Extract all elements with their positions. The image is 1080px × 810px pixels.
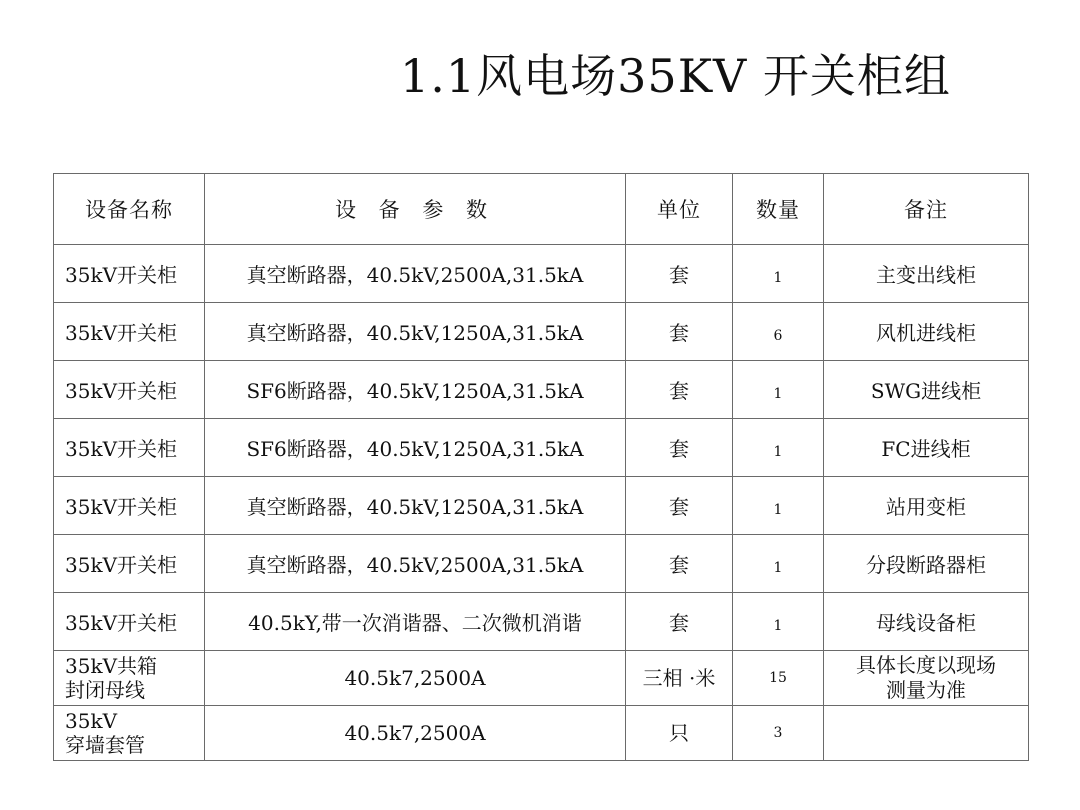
cell-equipment-params: SF6断路器，40.5kV,1250A,31.5kA [205,361,626,419]
cell-unit: 套 [626,361,733,419]
cell-quantity: 3 [733,706,824,761]
cell-remarks: 主变出线柜 [824,245,1029,303]
cell-quantity: 1 [733,245,824,303]
cell-remarks: 分段断路器柜 [824,535,1029,593]
equipment-name-line: 35kV共箱 [65,654,158,678]
cell-unit: 三相 ·米 [626,651,733,706]
cell-equipment-params: 真空断路器，40.5kV,1250A,31.5kA [205,303,626,361]
cell-equipment-name: 35kV开关柜 [54,361,205,419]
table-row [54,361,1029,419]
cell-unit: 套 [626,245,733,303]
page-title: 1.1风电场35KV 开关柜组 [400,49,951,103]
cell-remarks: 母线设备柜 [824,593,1029,651]
cell-remarks: FC进线柜 [824,419,1029,477]
cell-equipment-params: 真空断路器，40.5kV,1250A,31.5kA [205,477,626,535]
cell-equipment-params: 真空断路器，40.5kV,2500A,31.5kA [205,245,626,303]
cell-equipment-name [54,706,205,761]
header-quantity: 数量 [733,174,824,245]
table-row-bus [54,651,1029,706]
cell-equipment-params: 真空断路器，40.5kV,2500A,31.5kA [205,535,626,593]
cell-equipment-params: SF6断路器，40.5kV,1250A,31.5kA [205,419,626,477]
cell-equipment-name: 35kV开关柜 [54,535,205,593]
cell-quantity: 1 [733,361,824,419]
cell-unit: 套 [626,593,733,651]
equipment-table-container [53,173,1029,761]
remarks-line: 具体长度以现场 [856,653,996,677]
cell-equipment-name [54,651,205,706]
table-row [54,245,1029,303]
table-row [54,535,1029,593]
cell-unit: 套 [626,419,733,477]
equipment-name-line: 35kV [65,709,118,733]
cell-remarks: 风机进线柜 [824,303,1029,361]
cell-quantity: 1 [733,593,824,651]
cell-equipment-name: 35kV开关柜 [54,245,205,303]
cell-quantity: 1 [733,535,824,593]
header-equipment-name: 设备名称 [54,174,205,245]
cell-remarks [824,651,1029,706]
header-remarks: 备注 [824,174,1029,245]
table-row [54,477,1029,535]
table-row [54,419,1029,477]
cell-equipment-params: 40.5kY,带一次消谐器、二次微机消谐 [205,593,626,651]
cell-remarks: 站用变柜 [824,477,1029,535]
cell-quantity: 6 [733,303,824,361]
equipment-name-line: 封闭母线 [65,678,145,702]
equipment-table [53,173,1029,761]
cell-equipment-name: 35kV开关柜 [54,477,205,535]
table-header-row [54,174,1029,245]
table-row-bushing [54,706,1029,761]
cell-unit: 只 [626,706,733,761]
remarks-line: 测量为准 [886,678,966,702]
cell-quantity: 15 [733,651,824,706]
cell-quantity: 1 [733,419,824,477]
equipment-name-line: 穿墙套管 [65,733,145,757]
table-row [54,303,1029,361]
header-unit: 单位 [626,174,733,245]
cell-equipment-params: 40.5k7,2500A [205,651,626,706]
cell-unit: 套 [626,477,733,535]
cell-equipment-name: 35kV开关柜 [54,419,205,477]
cell-equipment-name: 35kV开关柜 [54,303,205,361]
table-row [54,593,1029,651]
cell-equipment-name: 35kV开关柜 [54,593,205,651]
cell-equipment-params: 40.5k7,2500A [205,706,626,761]
cell-unit: 套 [626,303,733,361]
cell-unit: 套 [626,535,733,593]
cell-quantity: 1 [733,477,824,535]
cell-remarks [824,706,1029,761]
header-equipment-params: 设 备 参 数 [205,174,626,245]
cell-remarks: SWG进线柜 [824,361,1029,419]
